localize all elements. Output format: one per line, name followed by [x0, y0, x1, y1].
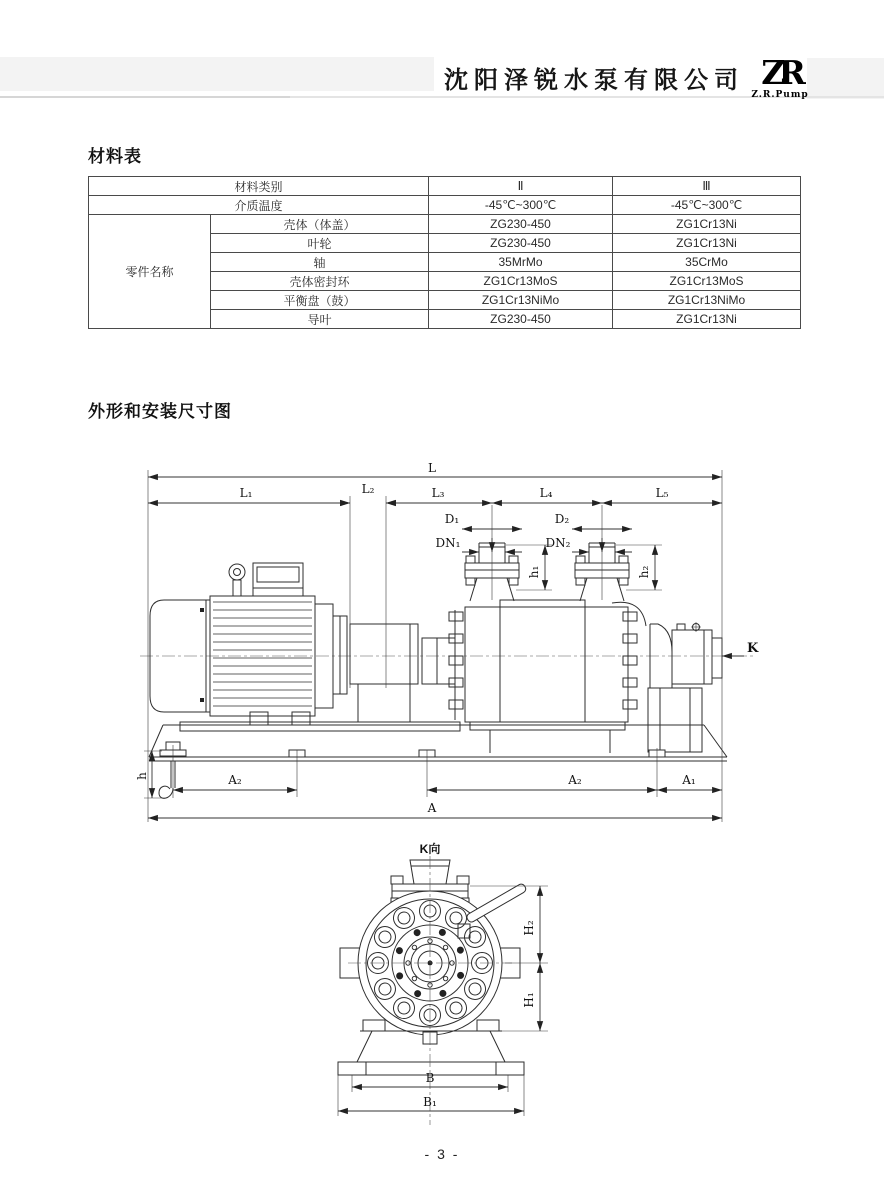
pump-casing	[449, 600, 646, 753]
dim-B: B	[425, 1071, 435, 1085]
material-cell: ZG1Cr13Ni	[613, 234, 801, 253]
flange-bolt	[619, 556, 628, 563]
flange-bolt	[466, 578, 475, 585]
balance-pipe	[612, 602, 646, 626]
table-row	[89, 177, 801, 196]
dim-A2-left: A₂	[228, 773, 242, 787]
dim-h2: h₂	[637, 565, 651, 579]
part-cell: 平衡盘（鼓）	[211, 291, 429, 310]
tie-rod-bolt	[623, 656, 637, 665]
scan-band-left	[0, 57, 434, 91]
side-view	[135, 461, 759, 822]
table-row	[89, 196, 801, 215]
dim-D2: D₂	[554, 512, 570, 526]
flange-bolt	[576, 578, 585, 585]
bearing-housing	[648, 622, 722, 752]
bearing-pedestal	[648, 688, 702, 752]
coupling-guard	[180, 624, 460, 731]
company-name: 沈阳泽锐水泵有限公司	[444, 67, 744, 94]
tie-rod-bolt	[623, 678, 637, 687]
class3-header-cell: Ⅲ	[613, 177, 801, 196]
casing-base-flange	[470, 722, 625, 730]
lifting-eyebolt	[229, 564, 245, 580]
dim-L1: L₁	[239, 486, 253, 500]
part-cell: 导叶	[211, 310, 429, 329]
flange-bolt	[391, 876, 403, 884]
part-cell: 壳体（体盖）	[211, 215, 429, 234]
motor-rail	[180, 722, 460, 731]
material-cell: ZG1Cr13NiMo	[429, 291, 613, 310]
motor-bolt-dot	[200, 698, 204, 702]
dim-A: A	[427, 801, 437, 815]
dim-h: h	[135, 772, 149, 780]
dim-L5: L₅	[655, 486, 669, 500]
flange-bolt	[466, 556, 475, 563]
material-cell: ZG230-450	[429, 310, 613, 329]
dim-L3: L₃	[431, 486, 445, 500]
material-cell: ZG1Cr13Ni	[613, 215, 801, 234]
motor	[150, 563, 347, 725]
flange-bolt	[509, 556, 518, 563]
material-cell: ZG1Cr13MoS	[429, 272, 613, 291]
parts-header-cell: 零件名称	[89, 215, 211, 329]
logo-zr-text: ZR	[761, 53, 799, 92]
material-cell: ZG230-450	[429, 215, 613, 234]
flange-bolt	[619, 578, 628, 585]
table-row	[89, 215, 801, 234]
flange-bolt	[509, 578, 518, 585]
dim-D1: D₁	[444, 512, 460, 526]
dim-A1: A₁	[682, 773, 696, 787]
end-view	[338, 841, 548, 1125]
flange-bolt	[457, 876, 469, 884]
drawing-section-title: 外形和安装尺寸图	[88, 402, 232, 421]
view-arrow-K: K	[747, 641, 759, 656]
dim-L: L	[428, 461, 436, 475]
dim-A2-right: A₂	[568, 773, 582, 787]
scan-band-right	[807, 58, 884, 99]
dim-L4: L₄	[539, 486, 553, 500]
dim-L2: L₂	[361, 482, 375, 496]
material-cell: ZG1Cr13NiMo	[613, 291, 801, 310]
terminal-box	[253, 563, 303, 596]
part-cell: 壳体密封环	[211, 272, 429, 291]
material-cell: ZG1Cr13Ni	[613, 310, 801, 329]
tie-rod-bolt	[449, 700, 463, 709]
tie-rod-bolt	[623, 634, 637, 643]
material-cell: ZG1Cr13MoS	[613, 272, 801, 291]
dim-H1: H₁	[522, 992, 536, 1008]
baseplate	[149, 725, 727, 798]
header-rule-dark	[0, 96, 290, 98]
materials-table	[88, 176, 801, 329]
outline-installation-drawing	[0, 440, 884, 1140]
tie-rod-bolt	[449, 612, 463, 621]
materials-section-title: 材料表	[88, 147, 142, 166]
housing-bolt	[677, 624, 685, 630]
material-cell: 35MrMo	[429, 253, 613, 272]
casing-foot	[363, 1020, 385, 1031]
dim-DN2: DN₂	[545, 536, 571, 550]
casing-foot	[477, 1020, 499, 1031]
flange-bolt	[576, 556, 585, 563]
logo-subtext: Z.R.Pump	[751, 90, 809, 100]
bearing-end-cap	[712, 638, 722, 678]
part-cell: 叶轮	[211, 234, 429, 253]
dim-h1: h₁	[527, 565, 541, 579]
tie-rod-bolt	[449, 656, 463, 665]
page-number: - 3 -	[424, 1146, 460, 1162]
tie-rod-bolt	[449, 678, 463, 687]
material-cell: 35CrMo	[613, 253, 801, 272]
class2-header-cell: Ⅱ	[429, 177, 613, 196]
temperature-header-cell: 介质温度	[89, 196, 429, 215]
company-logo	[750, 53, 810, 100]
end-view-label: K向	[419, 842, 441, 856]
dim-B1: B₁	[423, 1095, 437, 1109]
temperature-cell: -45℃~300℃	[613, 196, 801, 215]
material-cell: ZG230-450	[429, 234, 613, 253]
dim-DN1: DN₁	[435, 536, 461, 550]
motor-foot	[292, 712, 310, 725]
tie-rod-bolt	[623, 612, 637, 621]
dim-H2: H₂	[522, 920, 536, 936]
temperature-cell: -45℃~300℃	[429, 196, 613, 215]
part-cell: 轴	[211, 253, 429, 272]
motor-bolt-dot	[200, 608, 204, 612]
category-header-cell: 材料类别	[89, 177, 429, 196]
tie-rod-bolt	[623, 700, 637, 709]
motor-foot	[250, 712, 268, 725]
